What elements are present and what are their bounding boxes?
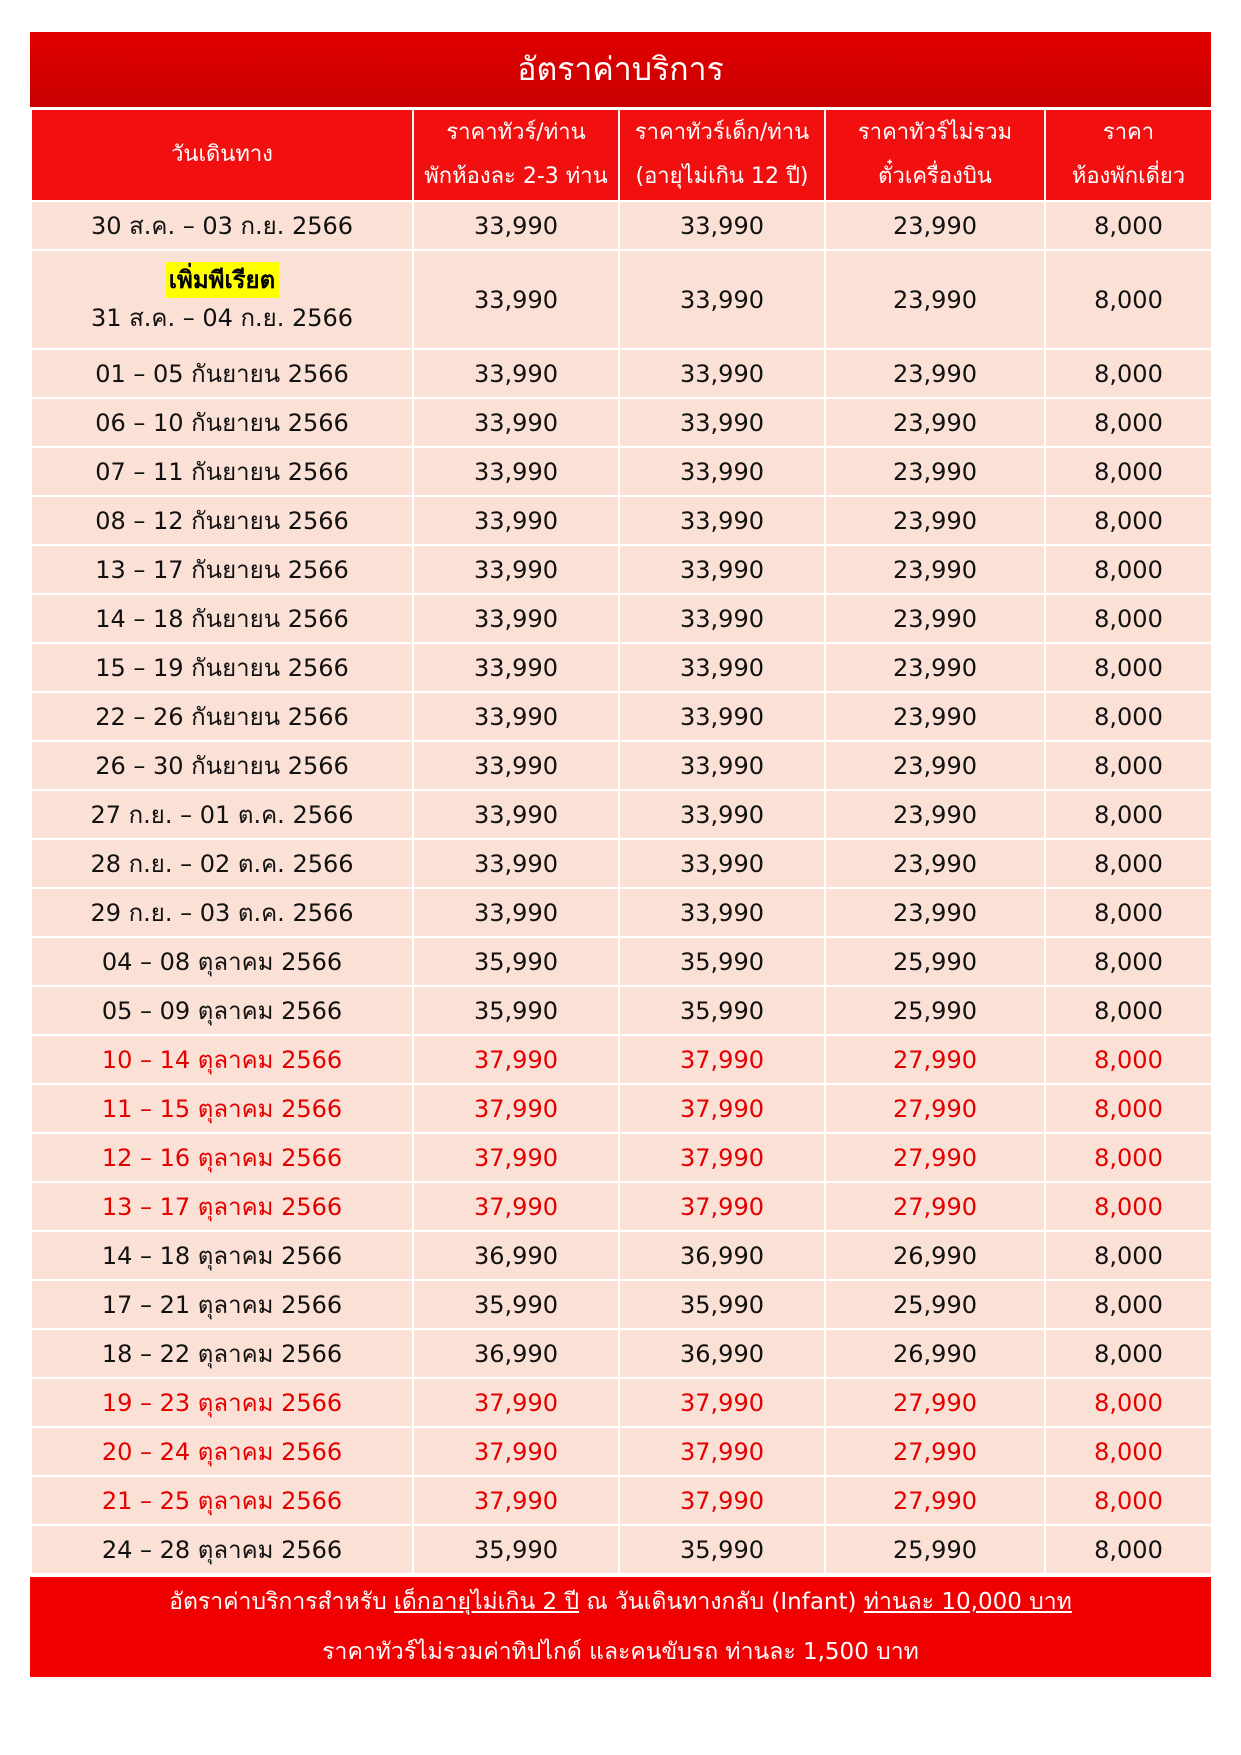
adult-price-cell: 33,990 [413,839,619,888]
price-sheet [30,32,1211,1677]
travel-date-text: 10 – 14 ตุลาคม 2566 [101,1046,343,1074]
no-flight-price-cell: 23,990 [825,888,1045,937]
no-flight-price-cell: 23,990 [825,643,1045,692]
table-row [31,986,1212,1035]
single-room-price-cell: 8,000 [1045,594,1212,643]
single-room-price-cell: 8,000 [1045,1329,1212,1378]
travel-date-text: 21 – 25 ตุลาคม 2566 [101,1487,343,1515]
single-room-price-cell: 8,000 [1045,1427,1212,1476]
single-room-price-cell: 8,000 [1045,839,1212,888]
single-room-price-cell: 8,000 [1045,643,1212,692]
travel-date-text: 24 – 28 ตุลาคม 2566 [101,1536,343,1564]
single-room-price-cell: 8,000 [1045,741,1212,790]
single-room-price-cell: 8,000 [1045,201,1212,250]
table-row [31,1476,1212,1525]
single-room-price-cell: 8,000 [1045,398,1212,447]
travel-date-text: 14 – 18 ตุลาคม 2566 [101,1242,343,1270]
table-row [31,937,1212,986]
table-row [31,741,1212,790]
child-price-cell: 33,990 [619,643,825,692]
travel-date-text: 13 – 17 ตุลาคม 2566 [101,1193,343,1221]
table-row [31,790,1212,839]
child-price-cell: 33,990 [619,741,825,790]
travel-date-cell [31,398,413,447]
travel-date-cell [31,1427,413,1476]
travel-date-text: 22 – 26 กันยายน 2566 [95,703,349,731]
no-flight-price-cell: 27,990 [825,1035,1045,1084]
single-room-price-cell: 8,000 [1045,1378,1212,1427]
single-room-price-cell: 8,000 [1045,447,1212,496]
table-row [31,1084,1212,1133]
child-price-cell: 37,990 [619,1427,825,1476]
child-price-cell: 35,990 [619,1280,825,1329]
adult-price-cell: 37,990 [413,1378,619,1427]
child-price-cell: 33,990 [619,447,825,496]
child-price-cell: 35,990 [619,986,825,1035]
child-price-cell: 36,990 [619,1231,825,1280]
travel-date-text: 20 – 24 ตุลาคม 2566 [101,1438,343,1466]
no-flight-price-cell: 27,990 [825,1427,1045,1476]
child-price-cell: 37,990 [619,1476,825,1525]
no-flight-price-cell: 23,990 [825,839,1045,888]
table-row [31,888,1212,937]
table-row [31,398,1212,447]
adult-price-cell: 33,990 [413,545,619,594]
single-room-price-cell: 8,000 [1045,888,1212,937]
adult-price-cell: 33,990 [413,790,619,839]
child-price-cell: 37,990 [619,1035,825,1084]
table-row [31,594,1212,643]
header-child-price: ราคาทัวร์เด็ก/ท่าน (อายุไม่เกิน 12 ปี) [619,110,825,201]
header-travel-date: วันเดินทาง [31,110,413,201]
travel-date-text: 01 – 05 กันยายน 2566 [95,360,349,388]
travel-date-text: 29 ก.ย. – 03 ต.ค. 2566 [90,899,354,927]
no-flight-price-cell: 23,990 [825,349,1045,398]
no-flight-price-cell: 26,990 [825,1231,1045,1280]
adult-price-cell: 35,990 [413,1280,619,1329]
travel-date-cell [31,692,413,741]
travel-date-text: 05 – 09 ตุลาคม 2566 [101,997,343,1025]
travel-date-cell [31,1133,413,1182]
table-row [31,643,1212,692]
travel-date-text: 19 – 23 ตุลาคม 2566 [101,1389,343,1417]
single-room-price-cell: 8,000 [1045,986,1212,1035]
travel-date-cell [31,1280,413,1329]
child-price-cell: 36,990 [619,1329,825,1378]
table-row [31,201,1212,250]
adult-price-cell: 33,990 [413,201,619,250]
no-flight-price-cell: 23,990 [825,594,1045,643]
single-room-price-cell: 8,000 [1045,1035,1212,1084]
adult-price-cell: 37,990 [413,1035,619,1084]
travel-date-cell [31,496,413,545]
adult-price-cell: 33,990 [413,741,619,790]
single-room-price-cell: 8,000 [1045,937,1212,986]
child-price-cell: 35,990 [619,937,825,986]
table-header-row [31,110,1212,201]
travel-date-text: 28 ก.ย. – 02 ต.ค. 2566 [90,850,354,878]
table-row [31,349,1212,398]
adult-price-cell: 35,990 [413,937,619,986]
adult-price-cell: 37,990 [413,1084,619,1133]
adult-price-cell: 33,990 [413,250,619,349]
travel-date-cell [31,1476,413,1525]
header-single-room-price: ราคา ห้องพักเดี่ยว [1045,110,1212,201]
travel-date-cell [31,447,413,496]
table-row [31,496,1212,545]
table-row [31,1182,1212,1231]
table-row [31,1280,1212,1329]
no-flight-price-cell: 26,990 [825,1329,1045,1378]
no-flight-price-cell: 25,990 [825,937,1045,986]
travel-date-text: 18 – 22 ตุลาคม 2566 [101,1340,343,1368]
table-row [31,1035,1212,1084]
infant-note: อัตราค่าบริการสำหรับ เด็กอายุไม่เกิน 2 ปี ณ วันเดินทางกลับ (Infant) ท่านละ 10,000 บาท [169,1589,1072,1615]
travel-date-cell [31,839,413,888]
travel-date-text: 08 – 12 กันยายน 2566 [95,507,349,535]
travel-date-cell [31,349,413,398]
child-price-cell: 37,990 [619,1133,825,1182]
child-price-cell: 33,990 [619,250,825,349]
travel-date-cell [31,741,413,790]
adult-price-cell: 33,990 [413,398,619,447]
travel-date-text: 14 – 18 กันยายน 2566 [95,605,349,633]
adult-price-cell: 35,990 [413,986,619,1035]
travel-date-cell [31,1084,413,1133]
no-flight-price-cell: 23,990 [825,692,1045,741]
table-row [31,1231,1212,1280]
travel-date-text: 06 – 10 กันยายน 2566 [95,409,349,437]
header-adult-price: ราคาทัวร์/ท่าน พักห้องละ 2-3 ท่าน [413,110,619,201]
travel-date-cell [31,201,413,250]
adult-price-cell: 37,990 [413,1427,619,1476]
single-room-price-cell: 8,000 [1045,1476,1212,1525]
adult-price-cell: 33,990 [413,349,619,398]
adult-price-cell: 37,990 [413,1133,619,1182]
no-flight-price-cell: 23,990 [825,790,1045,839]
adult-price-cell: 33,990 [413,692,619,741]
child-price-cell: 33,990 [619,692,825,741]
header-no-flight-price: ราคาทัวร์ไม่รวม ตั๋วเครื่องบิน [825,110,1045,201]
adult-price-cell: 33,990 [413,496,619,545]
travel-date-cell [31,790,413,839]
tip-note: ราคาทัวร์ไม่รวมค่าทิปไกด์ และคนขับรถ ท่านละ 1,500 บาท [322,1639,919,1665]
no-flight-price-cell: 27,990 [825,1084,1045,1133]
no-flight-price-cell: 25,990 [825,1525,1045,1574]
adult-price-cell: 33,990 [413,594,619,643]
travel-date-text: 04 – 08 ตุลาคม 2566 [101,948,343,976]
single-room-price-cell: 8,000 [1045,1182,1212,1231]
travel-date-text: 27 ก.ย. – 01 ต.ค. 2566 [90,801,354,829]
child-price-cell: 37,990 [619,1084,825,1133]
adult-price-cell: 33,990 [413,888,619,937]
new-period-badge: เพิ่มพีเรียต [165,262,279,298]
no-flight-price-cell: 25,990 [825,986,1045,1035]
footer-notes [30,1575,1211,1677]
child-price-cell: 37,990 [619,1182,825,1231]
no-flight-price-cell: 23,990 [825,545,1045,594]
travel-date-cell [31,1231,413,1280]
table-row [31,1427,1212,1476]
single-room-price-cell: 8,000 [1045,1084,1212,1133]
adult-price-cell: 36,990 [413,1231,619,1280]
child-price-cell: 33,990 [619,790,825,839]
travel-date-cell [31,1182,413,1231]
single-room-price-cell: 8,000 [1045,1525,1212,1574]
child-price-cell: 33,990 [619,398,825,447]
no-flight-price-cell: 23,990 [825,447,1045,496]
child-price-cell: 33,990 [619,349,825,398]
travel-date-cell [31,937,413,986]
no-flight-price-cell: 23,990 [825,201,1045,250]
travel-date-cell [31,643,413,692]
travel-date-cell [31,1329,413,1378]
travel-date-cell [31,986,413,1035]
child-price-cell: 33,990 [619,545,825,594]
single-room-price-cell: 8,000 [1045,1133,1212,1182]
single-room-price-cell: 8,000 [1045,1231,1212,1280]
travel-date-text: 13 – 17 กันยายน 2566 [95,556,349,584]
travel-date-cell [31,1378,413,1427]
adult-price-cell: 33,990 [413,447,619,496]
travel-date-cell [31,250,413,349]
single-room-price-cell: 8,000 [1045,790,1212,839]
no-flight-price-cell: 23,990 [825,741,1045,790]
travel-date-cell [31,1035,413,1084]
single-room-price-cell: 8,000 [1045,692,1212,741]
single-room-price-cell: 8,000 [1045,496,1212,545]
travel-date-cell [31,1525,413,1574]
table-row [31,1133,1212,1182]
child-price-cell: 33,990 [619,496,825,545]
travel-date-text: 11 – 15 ตุลาคม 2566 [101,1095,343,1123]
single-room-price-cell: 8,000 [1045,1280,1212,1329]
single-room-price-cell: 8,000 [1045,349,1212,398]
no-flight-price-cell: 27,990 [825,1378,1045,1427]
adult-price-cell: 33,990 [413,643,619,692]
infant-age-text: เด็กอายุไม่เกิน 2 ปี [394,1589,580,1615]
child-price-cell: 33,990 [619,888,825,937]
no-flight-price-cell: 23,990 [825,398,1045,447]
infant-price-text: ท่านละ 10,000 บาท [863,1589,1072,1615]
single-room-price-cell: 8,000 [1045,545,1212,594]
table-row [31,545,1212,594]
travel-date-text: 12 – 16 ตุลาคม 2566 [101,1144,343,1172]
adult-price-cell: 35,990 [413,1525,619,1574]
page-title: อัตราค่าบริการ [30,32,1211,110]
table-row [31,692,1212,741]
table-row [31,839,1212,888]
no-flight-price-cell: 23,990 [825,496,1045,545]
adult-price-cell: 37,990 [413,1476,619,1525]
table-row [31,1329,1212,1378]
travel-date-text: 30 ส.ค. – 03 ก.ย. 2566 [90,212,354,240]
no-flight-price-cell: 25,990 [825,1280,1045,1329]
travel-date-text: 31 ส.ค. – 04 ก.ย. 2566 [90,304,354,332]
child-price-cell: 33,990 [619,201,825,250]
child-price-cell: 33,990 [619,594,825,643]
child-price-cell: 33,990 [619,839,825,888]
adult-price-cell: 37,990 [413,1182,619,1231]
child-price-cell: 37,990 [619,1378,825,1427]
travel-date-text: 17 – 21 ตุลาคม 2566 [101,1291,343,1319]
adult-price-cell: 36,990 [413,1329,619,1378]
price-table [30,110,1213,1575]
travel-date-cell [31,594,413,643]
table-row [31,447,1212,496]
no-flight-price-cell: 27,990 [825,1476,1045,1525]
travel-date-text: 26 – 30 กันยายน 2566 [95,752,349,780]
child-price-cell: 35,990 [619,1525,825,1574]
table-row [31,250,1212,349]
no-flight-price-cell: 23,990 [825,250,1045,349]
no-flight-price-cell: 27,990 [825,1133,1045,1182]
travel-date-text: 15 – 19 กันยายน 2566 [95,654,349,682]
travel-date-cell [31,888,413,937]
single-room-price-cell: 8,000 [1045,250,1212,349]
travel-date-text: 07 – 11 กันยายน 2566 [95,458,349,486]
travel-date-cell [31,545,413,594]
no-flight-price-cell: 27,990 [825,1182,1045,1231]
table-row [31,1525,1212,1574]
table-row [31,1378,1212,1427]
